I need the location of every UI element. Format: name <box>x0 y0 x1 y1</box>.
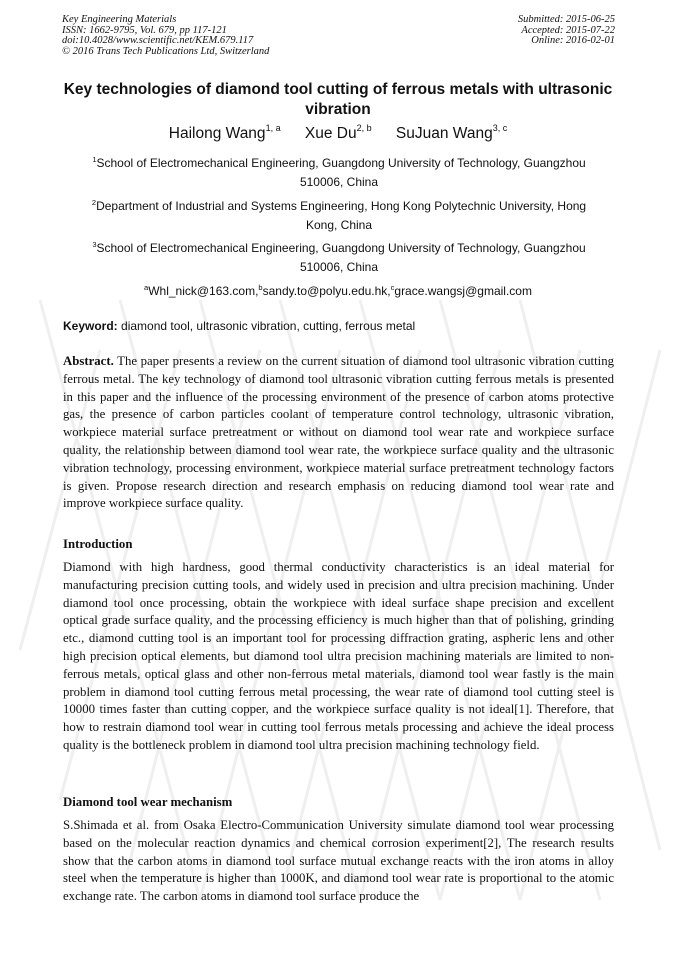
affiliation-3: $^3$School of Electromechanical Engineering, Guangdong University of Technology, Guangzhou 510006, China <box>92 240 586 274</box>
section-heading-introduction: Introduction <box>63 537 133 551</box>
paper-title: Key technologies of diamond tool cutting of ferrous metals with ultrasonic vibration <box>63 81 613 118</box>
section-body-wear-mechanism: S.Shimada et al. from Osaka Electro-Communication University simulate diamond tool wear processing based on the molecular reaction dynamics and chemical corrosion experiment[2], The research results show that the carbon atoms in diamond tool surface mutual exchange reacts with the iron atoms in alloy steel when the temperature is higher than 1000K, and diamond tool wear rate is proportional to the atomic exchange rate. The carbon atoms in diamond tool surface produce the <box>63 818 614 904</box>
email-b: sandy.to@polyu.edu.hk, <box>262 284 391 298</box>
journal-copyright: © 2016 Trans Tech Publications Ltd, Switzerland <box>62 45 270 57</box>
author-list <box>62 124 614 144</box>
abstract-label: Abstract. <box>63 354 114 368</box>
email-c: grace.wangsj@gmail.com <box>394 284 532 298</box>
keyword-label: Keyword: <box>63 319 118 333</box>
author: Xue Du$^{2, b}$ <box>304 123 372 142</box>
journal-name: Key Engineering Materials <box>62 14 177 25</box>
date-accepted: Accepted: 2015-07-22 <box>521 24 615 36</box>
section-body-introduction: Diamond with high hardness, good thermal conductivity characteristics is an ideal material for manufacturing precision cutting tools, and widely used in precision and ultra precision machining. Under diamond tool once processing, obtain the workpiece with ideal surface shape precision and excellent optical grade surface quality, and the processing efficiency is much higher than that of polishing, grinding etc., diamond cutting tool is an important tool for processing diffraction grating, aspheric lens and other high precision optical elements, but diamond tool ultra precision machining materials are limited to non-ferrous metals, optical glass and other non-ferrous metal materials, diamond tool wear fastly is the main problem in diamond tool cutting ferrous metal processing, the wear rate of diamond tool cutting steel is 10000 times faster than cutting copper, and the workpiece surface quality is not ideal[1]. Therefore, that how to restrain diamond tool wear in cutting tool ferrous metals processing and achieve the ideal process quality is the bottleneck problem in diamond tool ultra precision machining technology field. <box>63 560 614 752</box>
author: SuJuan Wang$^{3, c}$ <box>395 123 508 142</box>
affiliation-2: $^2$Department of Industrial and Systems Engineering, Hong Kong Polytechnic University, Hong Kong, China <box>91 198 587 232</box>
affiliation-1: $^1$School of Electromechanical Engineering, Guangdong University of Technology, Guangzhou 510006, China <box>92 155 586 189</box>
email-a: Whl_nick@163.com, <box>148 284 259 298</box>
keyword-text: diamond tool, ultrasonic vibration, cutting, ferrous metal <box>117 319 416 333</box>
section-heading-wear-mechanism: Diamond tool wear mechanism <box>63 795 233 809</box>
author: Hailong Wang$^{1, a}$ <box>168 123 281 142</box>
journal-issn: ISSN: 1662-9795, Vol. 679, pp 117-121 <box>62 24 227 36</box>
date-online: Online: 2016-02-01 <box>531 35 615 46</box>
abstract <box>63 353 614 513</box>
author-emails: $^a$Whl_nick@163.com,$^b$sandy.to@polyu.edu.hk,$^c$grace.wangsj@gmail.com <box>144 283 532 298</box>
publication-dates <box>518 15 615 47</box>
journal-doi: doi:10.4028/www.scientific.net/KEM.679.117 <box>62 35 254 46</box>
keywords <box>63 318 615 334</box>
journal-info <box>62 15 269 57</box>
date-submitted: Submitted: 2015-06-25 <box>517 14 615 25</box>
abstract-text: The paper presents a review on the current situation of diamond tool ultrasonic vibration cutting ferrous metal. The key technology of diamond tool ultrasonic vibration cutting ferrous metals is presented in this paper and the influence of the processing environment of the presence of carbon atoms protective gas, the presence of carbon particles coolant of temperature control technology, ultrasonic vibration, workpiece material surface pretreatment or without on diamond tool wear rate and workpiece surface quality, the relationship between diamond tool wear rate, the workpiece surface quality and the ultrasonic vibration technology, processing environment, workpiece material surface pretreatment technology factors is given. Propose research direction and research emphasis on reducing diamond tool wear rate and improve workpiece surface quality. <box>63 354 614 511</box>
